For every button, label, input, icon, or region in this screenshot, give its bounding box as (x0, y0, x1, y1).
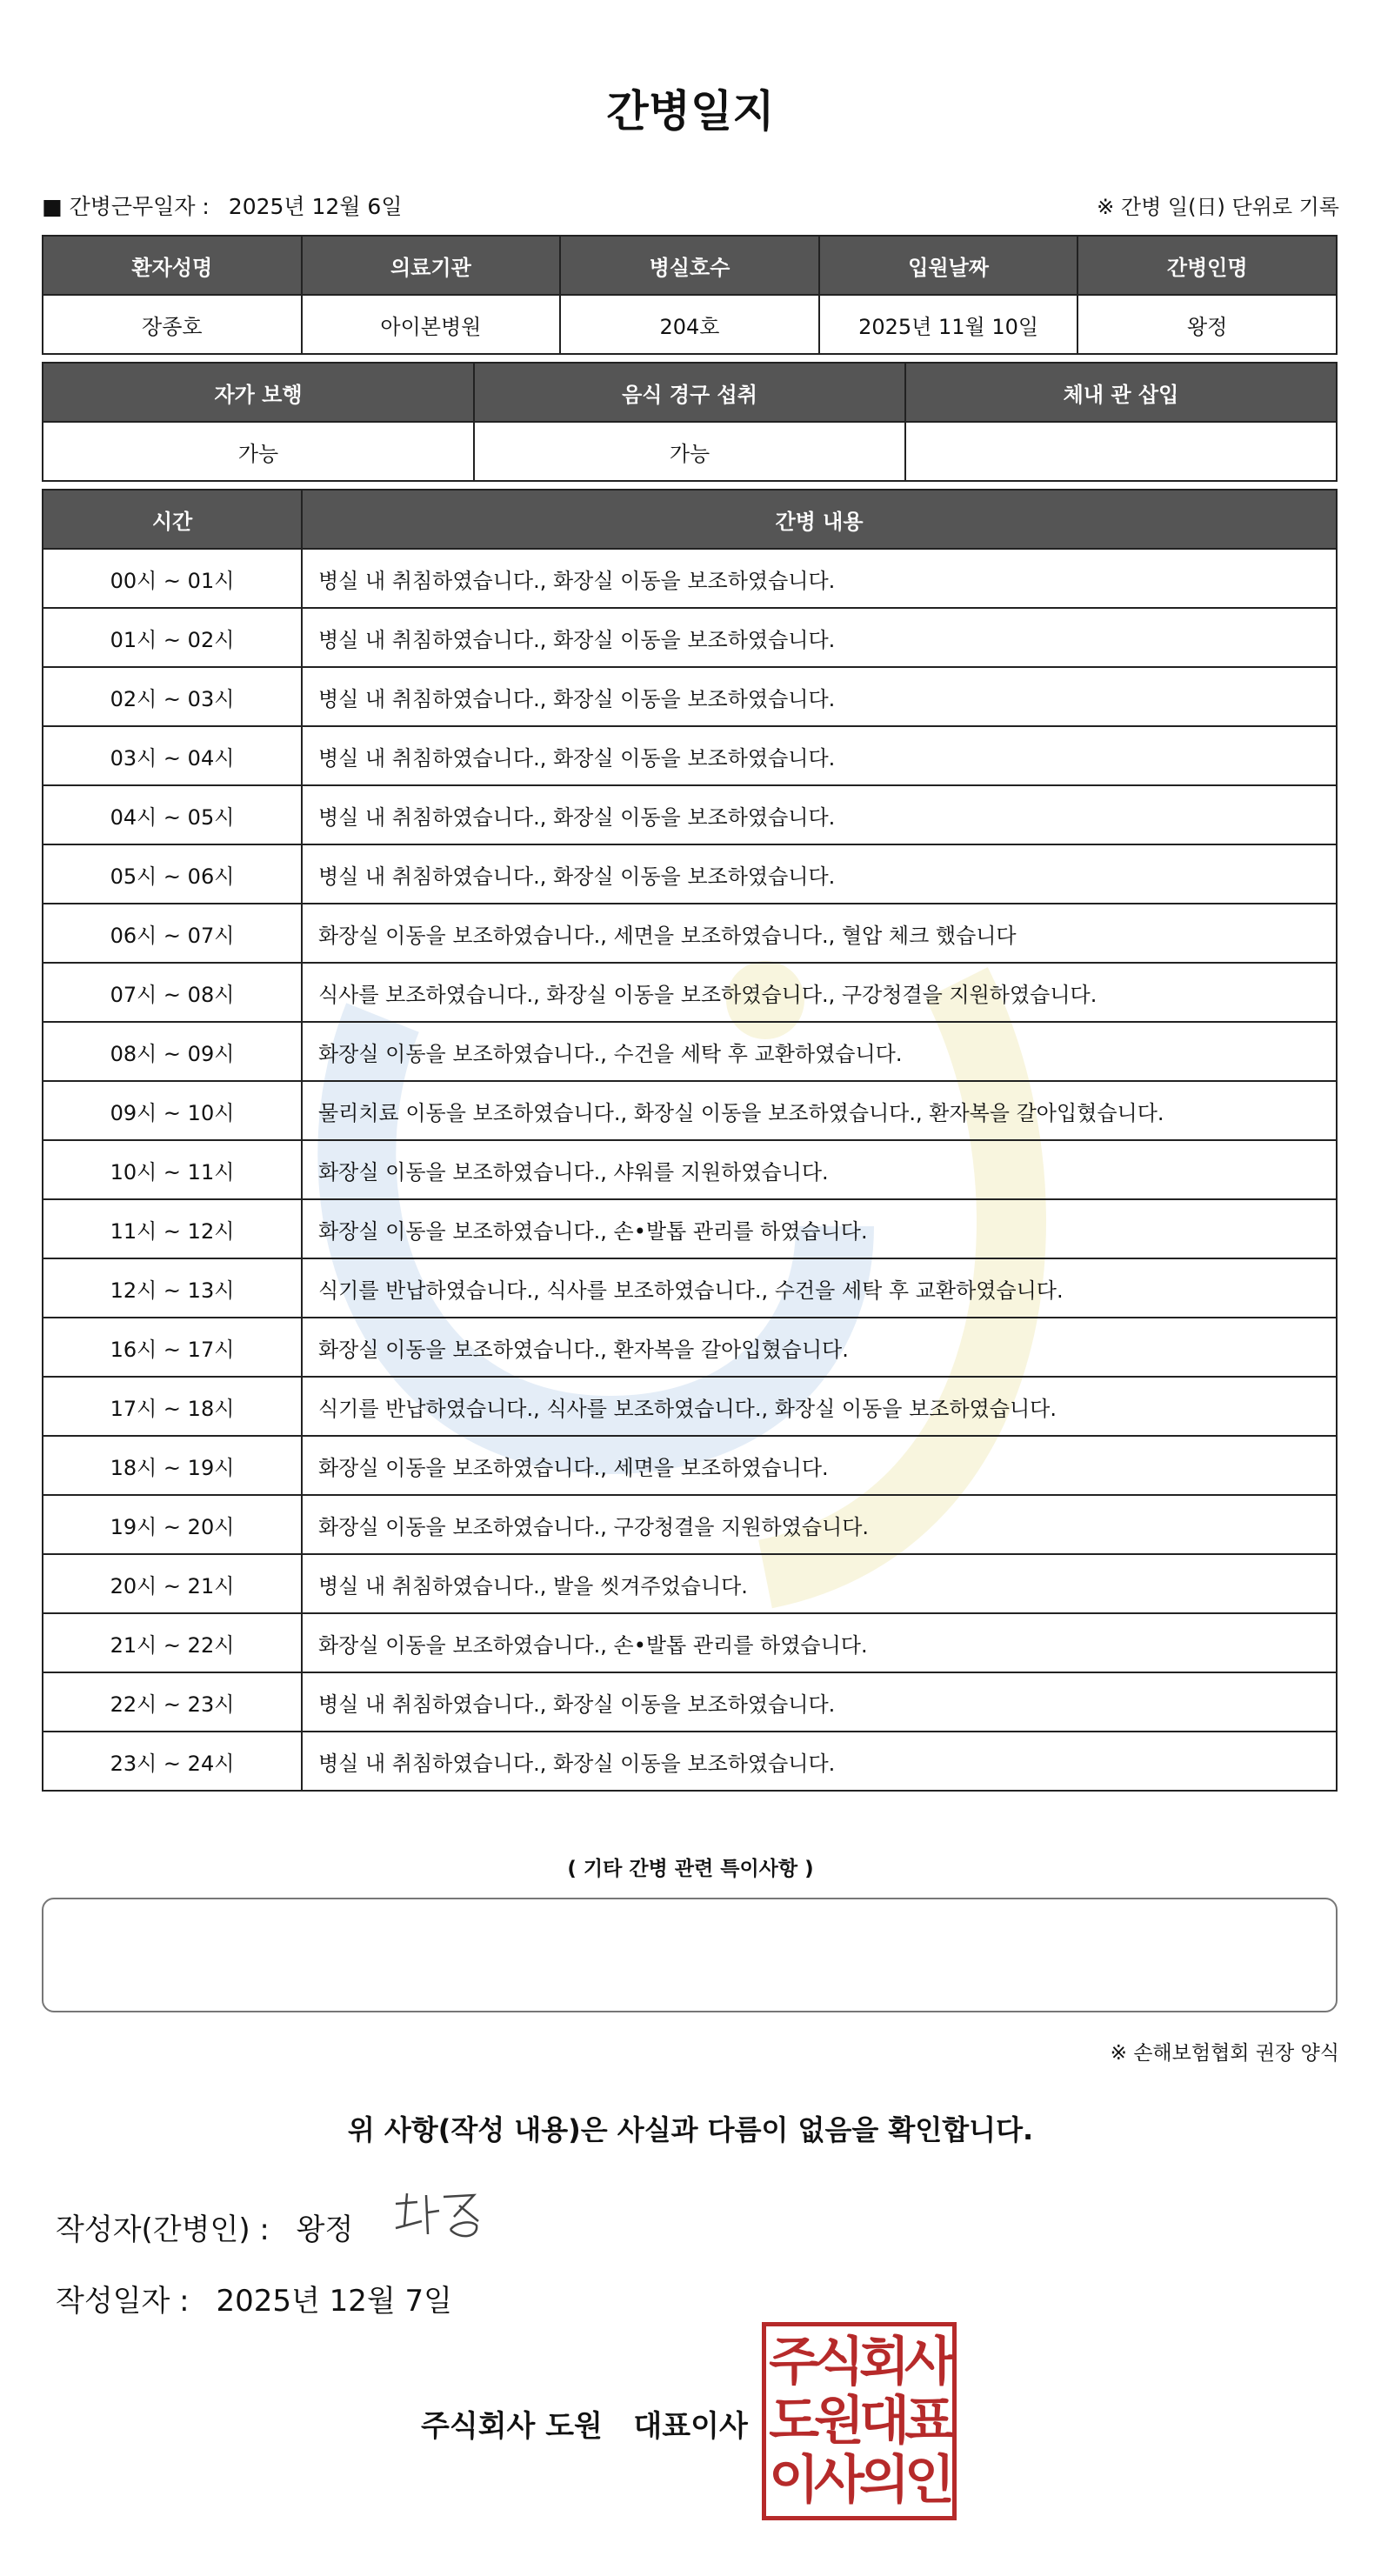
walking-status: 가능 (43, 422, 474, 481)
oral-intake-status: 가능 (474, 422, 905, 481)
log-time: 09시 ~ 10시 (43, 1081, 302, 1140)
room-number: 204호 (560, 295, 819, 354)
log-time: 03시 ~ 04시 (43, 726, 302, 785)
log-content: 화장실 이동을 보조하였습니다., 손•발톱 관리를 하였습니다. (302, 1199, 1337, 1258)
handwritten-signature (391, 2186, 487, 2247)
log-row (43, 608, 1337, 667)
write-date-value: 2025년 12월 7일 (216, 2284, 453, 2319)
log-time: 12시 ~ 13시 (43, 1258, 302, 1318)
status-header: 음식 경구 섭취 (474, 363, 905, 422)
confirmation-statement: 위 사항(작성 내용)은 사실과 다름이 없음을 확인합니다. (347, 2113, 1034, 2146)
log-time: 04시 ~ 05시 (43, 785, 302, 844)
log-row (43, 1377, 1337, 1436)
log-header-time: 시간 (43, 490, 302, 549)
log-row (43, 726, 1337, 785)
log-row (43, 1672, 1337, 1732)
log-time: 10시 ~ 11시 (43, 1140, 302, 1199)
status-table (42, 362, 1338, 482)
write-date-label: 작성일자 : (56, 2284, 190, 2319)
special-notes-box[interactable] (42, 1898, 1338, 2012)
tube-status (905, 422, 1337, 481)
log-time: 06시 ~ 07시 (43, 904, 302, 963)
log-content: 식사를 보조하였습니다., 화장실 이동을 보조하였습니다., 구강청결을 지원하였습니다. (302, 963, 1337, 1022)
log-time: 11시 ~ 12시 (43, 1199, 302, 1258)
log-time: 05시 ~ 06시 (43, 844, 302, 904)
log-row (43, 1436, 1337, 1495)
work-date (42, 190, 402, 221)
log-content: 병실 내 취침하였습니다., 화장실 이동을 보조하였습니다. (302, 1732, 1337, 1791)
patient-header: 환자성명 (43, 236, 302, 295)
log-content: 화장실 이동을 보조하였습니다., 구강청결을 지원하였습니다. (302, 1495, 1337, 1554)
log-row (43, 1022, 1337, 1081)
log-row (43, 1199, 1337, 1258)
log-header-content: 간병 내용 (302, 490, 1337, 549)
caregiver-name: 왕정 (1077, 295, 1337, 354)
page-title: 간병일지 (606, 86, 775, 137)
write-date-line (56, 2277, 452, 2319)
special-notes-value (43, 1899, 1336, 1927)
log-time: 16시 ~ 17시 (43, 1318, 302, 1377)
hospital: 아이본병원 (302, 295, 561, 354)
log-content: 화장실 이동을 보조하였습니다., 수건을 세탁 후 교환하였습니다. (302, 1022, 1337, 1081)
log-row (43, 667, 1337, 726)
log-row (43, 1613, 1337, 1672)
log-time: 02시 ~ 03시 (43, 667, 302, 726)
work-date-label: ■ 간병근무일자 : (42, 194, 210, 219)
care-log-table (42, 489, 1338, 1792)
log-row (43, 1318, 1337, 1377)
log-content: 물리치료 이동을 보조하였습니다., 화장실 이동을 보조하였습니다., 환자복을 갈아입혔습니다. (302, 1081, 1337, 1140)
log-content: 식기를 반납하였습니다., 식사를 보조하였습니다., 화장실 이동을 보조하였습니다. (302, 1377, 1337, 1436)
log-time: 22시 ~ 23시 (43, 1672, 302, 1732)
writer-label: 작성자(간병인) : (56, 2212, 270, 2247)
writer-line (56, 2206, 353, 2248)
patient-header: 입원날짜 (819, 236, 1078, 295)
log-row (43, 1140, 1337, 1199)
company-representative: 주식회사 도원 대표이사 (421, 2409, 748, 2444)
admission-date: 2025년 11월 10일 (819, 295, 1078, 354)
seal-row: 도원대표 (769, 2391, 950, 2452)
company-seal (762, 2322, 957, 2520)
log-time: 01시 ~ 02시 (43, 608, 302, 667)
log-time: 00시 ~ 01시 (43, 549, 302, 608)
log-row (43, 785, 1337, 844)
log-time: 21시 ~ 22시 (43, 1613, 302, 1672)
log-row (43, 963, 1337, 1022)
log-time: 20시 ~ 21시 (43, 1554, 302, 1613)
log-row (43, 1258, 1337, 1318)
special-notes-label: ( 기타 간병 관련 특이사항 ) (567, 1858, 814, 1880)
log-content: 화장실 이동을 보조하였습니다., 환자복을 갈아입혔습니다. (302, 1318, 1337, 1377)
log-time: 08시 ~ 09시 (43, 1022, 302, 1081)
log-content: 병실 내 취침하였습니다., 화장실 이동을 보조하였습니다. (302, 1672, 1337, 1732)
log-time: 23시 ~ 24시 (43, 1732, 302, 1791)
log-row (43, 549, 1337, 608)
work-date-value: 2025년 12월 6일 (228, 194, 403, 219)
form-source-note: ※ 손해보험협회 권장 양식 (1110, 2042, 1339, 2065)
log-time: 17시 ~ 18시 (43, 1377, 302, 1436)
log-time: 19시 ~ 20시 (43, 1495, 302, 1554)
seal-row: 이사의인 (769, 2450, 950, 2511)
log-content: 병실 내 취침하였습니다., 화장실 이동을 보조하였습니다. (302, 667, 1337, 726)
log-content: 화장실 이동을 보조하였습니다., 손•발톱 관리를 하였습니다. (302, 1613, 1337, 1672)
log-row (43, 1495, 1337, 1554)
log-content: 병실 내 취침하였습니다., 화장실 이동을 보조하였습니다. (302, 549, 1337, 608)
patient-header: 병실호수 (560, 236, 819, 295)
log-content: 화장실 이동을 보조하였습니다., 샤워를 지원하였습니다. (302, 1140, 1337, 1199)
log-content: 병실 내 취침하였습니다., 화장실 이동을 보조하였습니다. (302, 785, 1337, 844)
log-row (43, 1732, 1337, 1791)
log-row (43, 844, 1337, 904)
log-content: 병실 내 취침하였습니다., 발을 씻겨주었습니다. (302, 1554, 1337, 1613)
patient-header: 간병인명 (1077, 236, 1337, 295)
log-content: 병실 내 취침하였습니다., 화장실 이동을 보조하였습니다. (302, 608, 1337, 667)
log-time: 07시 ~ 08시 (43, 963, 302, 1022)
log-row (43, 1081, 1337, 1140)
patient-table (42, 235, 1338, 355)
writer-name: 왕정 (296, 2212, 354, 2247)
status-header: 자가 보행 (43, 363, 474, 422)
log-content: 화장실 이동을 보조하였습니다., 세면을 보조하였습니다. (302, 1436, 1337, 1495)
seal-row: 주식회사 (769, 2332, 950, 2392)
status-header: 체내 관 삽입 (905, 363, 1337, 422)
log-content: 병실 내 취침하였습니다., 화장실 이동을 보조하였습니다. (302, 844, 1337, 904)
log-content: 식기를 반납하였습니다., 식사를 보조하였습니다., 수건을 세탁 후 교환하였습니다. (302, 1258, 1337, 1318)
record-note: ※ 간병 일(日) 단위로 기록 (1097, 195, 1339, 219)
log-content: 병실 내 취침하였습니다., 화장실 이동을 보조하였습니다. (302, 726, 1337, 785)
patient-name: 장종호 (43, 295, 302, 354)
log-time: 18시 ~ 19시 (43, 1436, 302, 1495)
log-content: 화장실 이동을 보조하였습니다., 세면을 보조하였습니다., 혈압 체크 했습니다 (302, 904, 1337, 963)
patient-header: 의료기관 (302, 236, 561, 295)
log-row (43, 904, 1337, 963)
log-row (43, 1554, 1337, 1613)
